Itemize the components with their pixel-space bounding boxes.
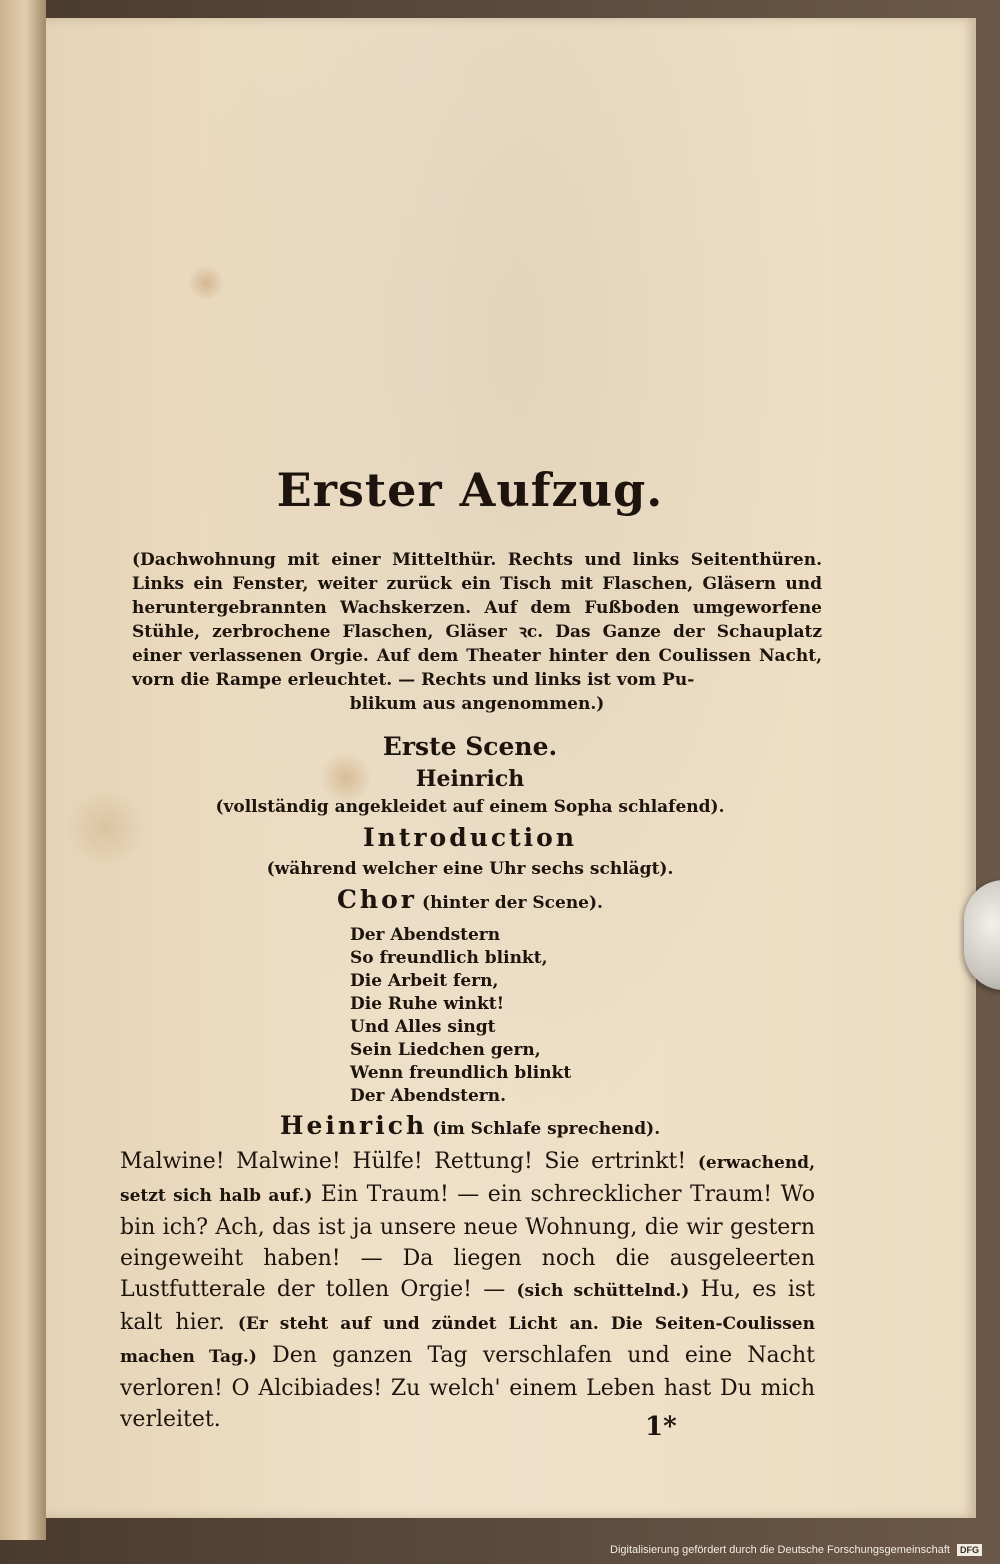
verse-line: Der Abendstern. <box>350 1086 507 1106</box>
verse-line: Wenn freundlich blinkt <box>350 1063 572 1083</box>
chorus-name: Chor <box>337 885 417 914</box>
character-name: Heinrich <box>415 766 525 792</box>
speaker-line <box>120 1108 820 1144</box>
previous-page-edge <box>0 0 46 1540</box>
page-clip <box>964 880 1000 990</box>
speech-paragraph <box>120 1146 815 1435</box>
music-heading-line <box>120 820 820 856</box>
speech-text: Hu, es ist kalt hier. <box>120 1277 816 1335</box>
speech-text: Den ganzen Tag verschlafen und eine Nacht verloren! O Alcibiades! Zu welch' einem Leben hast Du mich verleitet. <box>120 1343 815 1432</box>
speech-direction: (Er steht auf und zündet Licht an. Die Seiten-Coulissen machen Tag.) <box>120 1314 815 1367</box>
verse-line: Der Abendstern <box>350 925 501 945</box>
page-content <box>120 460 820 1435</box>
page-number: 1* <box>645 1412 677 1442</box>
credit-text: Digitalisierung gefördert durch die Deutsche Forschungsgemeinschaft <box>610 1544 950 1556</box>
character-note: (vollständig angekleidet auf einem Sopha schlafend). <box>215 797 725 817</box>
verse-line: So freundlich blinkt, <box>350 948 548 968</box>
speech-text: Ein Traum! — ein schrecklicher Traum! Wo bin ich? Ach, das ist ja unsere neue Wohnung, die wir gestern eingeweiht haben! — Da liegen noch die ausgeleerten Lustfutterale der tollen Orgie! — <box>120 1182 815 1302</box>
chorus-note: (hinter der Scene). <box>422 893 603 913</box>
scene-heading: Erste Scene. <box>382 732 558 761</box>
stage-direction-text: (Dachwohnung mit einer Mittelthür. Rechts und links Seitenthüren. Links ein Fenster, weiter zurück ein Tisch mit Flaschen, Gläsern und heruntergebrannten Wachskerzen. Auf dem Fußboden umgeworfene Stühle, zerbrochene Flaschen, Gläser ꝛc. Das Ganze der Schauplatz einer verlassenen Orgie. Auf dem Theater hinter den Coulissen Nacht, vorn die Rampe erleuchtet. — Rechts und links ist vom Pu- <box>132 550 822 690</box>
dfg-logo: DFG <box>957 1544 982 1556</box>
speech-direction: (sich schüttelnd.) <box>516 1281 690 1301</box>
chorus-line <box>120 882 820 918</box>
act-title: Erster Aufzug. <box>276 463 664 517</box>
music-note: (während welcher eine Uhr sechs schlägt). <box>266 859 674 879</box>
chorus-verse <box>350 924 820 1108</box>
verse-line: Die Ruhe winkt! <box>350 994 505 1014</box>
stage-direction <box>132 548 822 716</box>
verse-line: Die Arbeit fern, <box>350 971 499 991</box>
speech-direction: (erwachend, setzt sich halb auf.) <box>120 1153 815 1206</box>
speaker-note: (im Schlafe sprechend). <box>432 1119 661 1139</box>
stage-direction-end: blikum aus angenommen.) <box>349 694 605 714</box>
speech-text: Malwine! Malwine! Hülfe! Rettung! Sie ertrinkt! <box>120 1149 687 1174</box>
verse-line: Sein Liedchen gern, <box>350 1040 541 1060</box>
verse-line: Und Alles singt <box>350 1017 496 1037</box>
speaker-name: Heinrich <box>279 1111 428 1140</box>
digitization-credit <box>610 1544 982 1556</box>
music-title: Introduction <box>362 823 578 852</box>
